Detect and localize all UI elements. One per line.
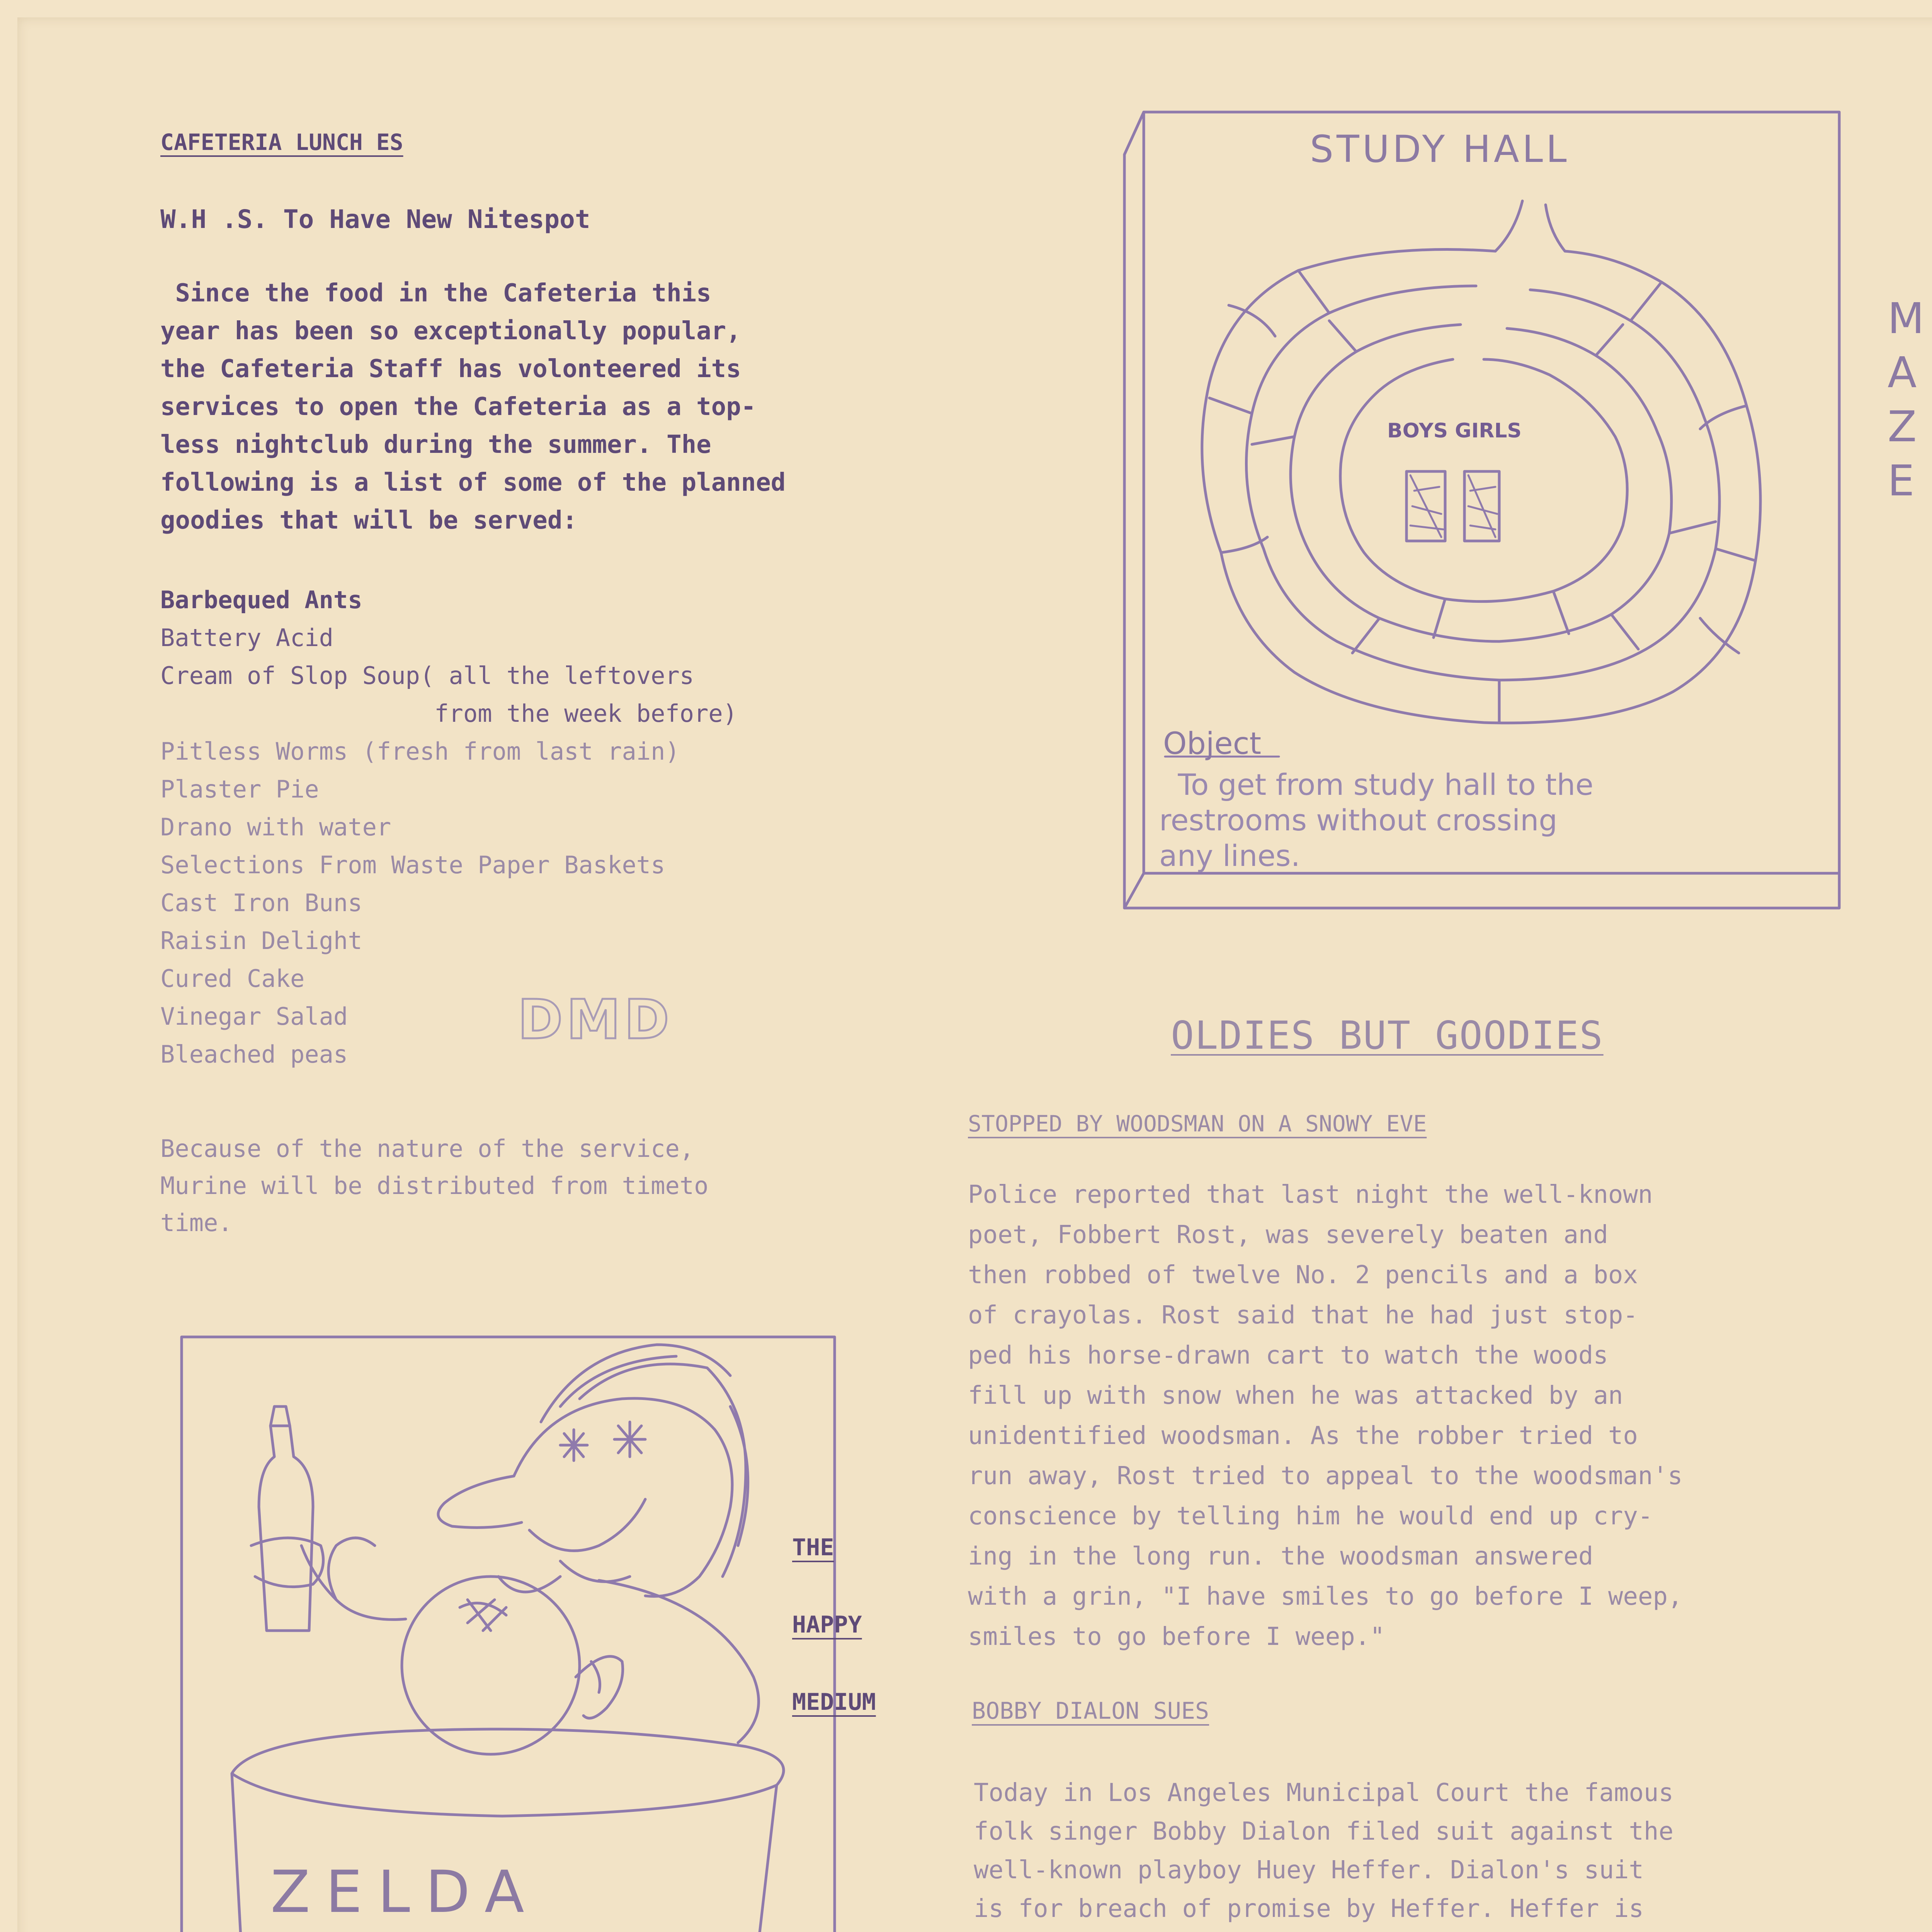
maze-object-label: Object	[1163, 726, 1262, 761]
maze-title: STUDY HALL	[1310, 128, 1570, 171]
menu-item: Pitless Worms (fresh from last rain)	[160, 737, 680, 765]
cafeteria-heading: CAFETERIA LUNCH ES	[160, 129, 403, 155]
dmd-initials: DMD	[518, 988, 673, 1051]
zelda-drawing	[174, 1329, 842, 1932]
story1-title: STOPPED BY WOODSMAN ON A SNOWY EVE	[968, 1111, 1427, 1137]
cafeteria-intro: Since the food in the Cafeteria this year has been so exceptionally popular, the Cafeteria Staff has volonteered its services to open the Cafeteria as a top- less nightclub during the summer. The following is a list of some of the planned goodies that will be served:	[160, 279, 786, 535]
maze-letter: M	[1888, 294, 1924, 343]
story2-title: BOBBY DIALON SUES	[972, 1697, 1209, 1725]
story2-body-a: Today in Los Angeles Municipal Court the famous folk singer Bobby Dialon filed suit against the well-known playboy Huey Heffer. Dialon's suit is for breach of promise by Heffer. Heffer is	[974, 1779, 1673, 1923]
menu-item: Plaster Pie	[160, 775, 319, 803]
menu-item: from the week before)	[160, 699, 738, 728]
maze-object-text: To get from study hall to the restrooms without crossing any lines.	[1159, 767, 1594, 873]
menu-item: Bleached peas	[160, 1040, 348, 1068]
cafeteria-closing: Because of the nature of the service, Murine will be distributed from timeto time.	[160, 1134, 709, 1237]
menu-item: Barbequed Ants	[160, 586, 362, 614]
menu-item: Raisin Delight	[160, 927, 362, 955]
happy-medium-label-1: THE	[792, 1534, 834, 1561]
restroom-label: BOYS GIRLS	[1387, 419, 1522, 442]
menu-item: Drano with water	[160, 813, 391, 841]
menu-item: Vinegar Salad	[160, 1002, 348, 1031]
menu-item: Cast Iron Buns	[160, 889, 362, 917]
menu-item: Cured Cake	[160, 964, 305, 993]
menu-item: Selections From Waste Paper Baskets	[160, 851, 665, 879]
happy-medium-label-2: HAPPY	[792, 1611, 862, 1638]
maze-letter: E	[1888, 456, 1915, 505]
oldies-heading: OLDIES BUT GOODIES	[1171, 1013, 1604, 1058]
zelda-svg	[174, 1329, 842, 1932]
maze-letter: Z	[1888, 402, 1917, 451]
maze-letter: A	[1888, 348, 1917, 397]
happy-medium-label-3: MEDIUM	[792, 1689, 876, 1716]
story1-body: Police reported that last night the well-known poet, Fobbert Rost, was severely beaten and then robbed of twelve No. 2 pencils and a box of crayolas. Rost said that he had just stop- ped his horse-drawn cart to watch the woods fill up with snow when he was attacked by an unidentified woodsman. As the robber tried to run away, Rost tried to appeal to the woodsman's conscience by telling him he would end up cry- ing in the long run. the woodsman answered with a grin, "I have smiles to go before I weep, smiles to go before I weep."	[968, 1180, 1683, 1651]
zelda-sign: ZELDA	[270, 1859, 540, 1926]
cafeteria-subheading: W.H .S. To Have New Nitespot	[160, 204, 590, 234]
menu-item: Cream of Slop Soup( all the leftovers	[160, 662, 694, 690]
menu-item: Battery Acid	[160, 624, 333, 652]
